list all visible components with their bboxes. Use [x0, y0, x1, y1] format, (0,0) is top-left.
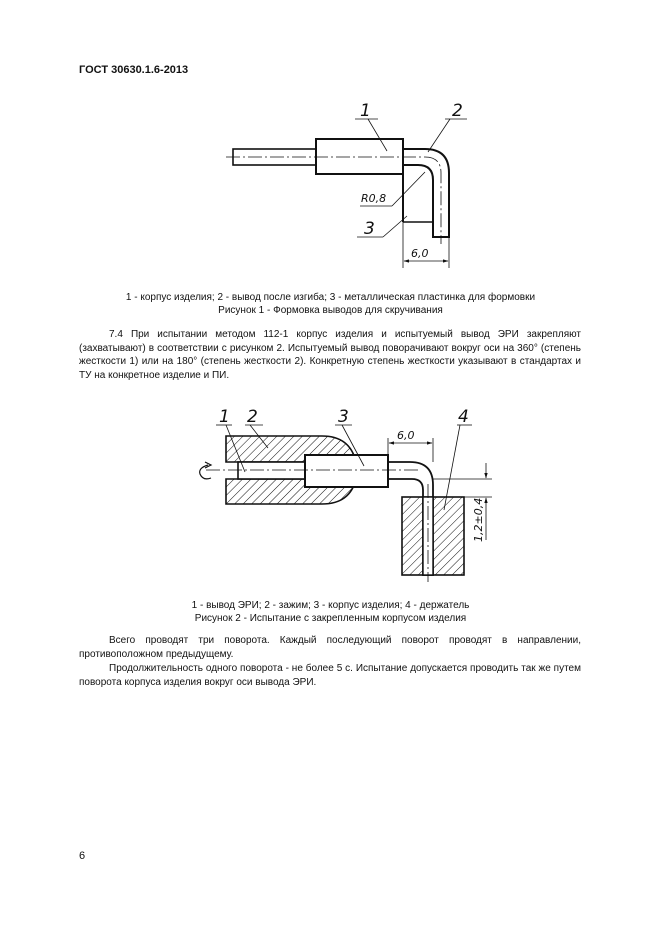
document-header: ГОСТ 30630.1.6-2013 — [79, 64, 189, 76]
bent-lead — [403, 149, 449, 237]
fig1-callout-1: 1 — [360, 101, 371, 121]
page-number: 6 — [79, 850, 86, 862]
paragraph-7-4: 7.4 При испытании методом 112-1 корпус изделия и испытуемый вывод ЭРИ закрепляют (захватывают) в соответствии с рисунком 2. Испытуемый вывод поворачивают вокруг оси на 360° (степень жесткости 1) или на 180° (степень жесткости 2). Конкретную степень жесткости указывают в стандартах и ТУ на конкретное изделие и ПИ. — [79, 329, 581, 381]
paragraph-duration: Продолжительность одного поворота - не более 5 с. Испытание допускается проводить так же путем поворота корпуса изделия вокруг оси вывода ЭРИ. — [79, 663, 581, 688]
fig1-dimension-label: 6,0 — [411, 247, 429, 260]
fig2-component-body — [305, 455, 388, 487]
figure-2-caption: Рисунок 2 - Испытание с закрепленным корпусом изделия — [194, 613, 467, 624]
fig2-dimension-vertical: 1,2±0,4 — [472, 497, 485, 542]
fig2-callout-2: 2 — [247, 407, 258, 427]
figure-2-legend: 1 - вывод ЭРИ; 2 - зажим; 3 - корпус изделия; 4 - держатель — [191, 600, 470, 611]
fig2-callout-3: 3 — [338, 407, 349, 427]
fig2-callout-4: 4 — [458, 407, 469, 427]
fig1-radius-label: R0,8 — [361, 192, 387, 205]
paragraph-turns: Всего проводят три поворота. Каждый последующий поворот проводят в направлении, противоположном предыдущему. — [79, 635, 581, 660]
figure-1-caption: Рисунок 1 - Формовка выводов для скручивания — [218, 305, 443, 316]
fig2-callout-1: 1 — [219, 407, 230, 427]
fig1-callout-3: 3 — [364, 219, 375, 239]
rotation-arrow-icon — [200, 465, 211, 479]
fig2-dimension-horizontal: 6,0 — [397, 429, 415, 442]
fig1-callout-2: 2 — [452, 101, 463, 121]
fig2-lead — [238, 462, 305, 479]
figure-1-legend: 1 - корпус изделия; 2 - вывод после изгиба; 3 - металлическая пластинка для формовки — [125, 292, 536, 303]
component-body — [316, 139, 403, 174]
